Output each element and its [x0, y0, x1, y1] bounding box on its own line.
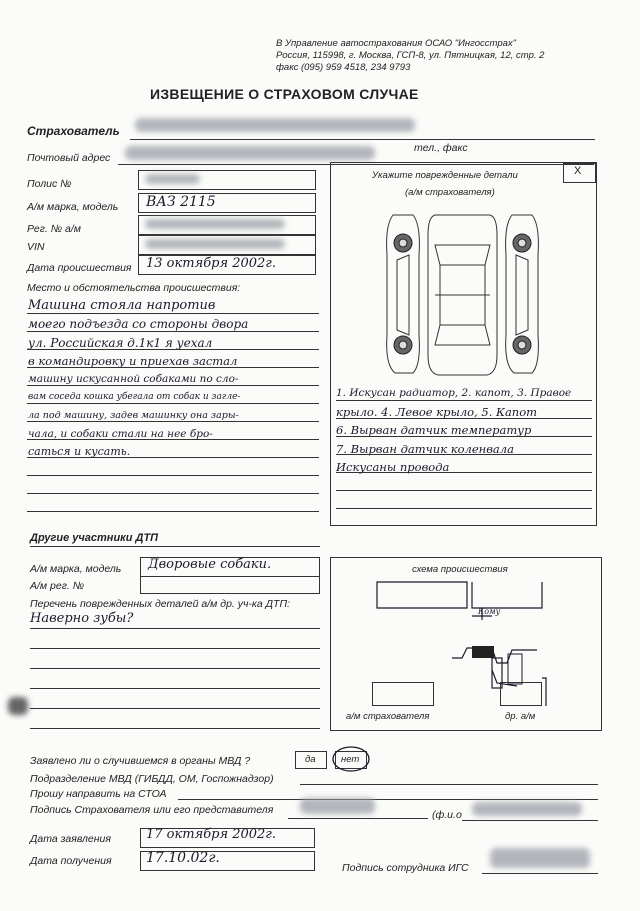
other-car-brand-value: Дворовые собаки. — [148, 557, 272, 572]
circumstances-line: саться и кусать. — [28, 445, 131, 459]
scheme-car-box — [372, 682, 434, 706]
addressee-line-2: Россия, 115998, г. Москва, ГСП-8, ул. Пятницкая, 12, стр. 2 — [276, 50, 545, 61]
redacted-employee-signature — [490, 848, 590, 868]
policy-label: Полис № — [27, 178, 72, 190]
mvd-department-label: Подразделение МВД (ГИБДД, ОМ, Госпожнадзор) — [30, 773, 274, 785]
phone-fax-label: тел., факс — [414, 142, 468, 154]
scheme-title: схема происшествия — [412, 564, 508, 575]
receipt-date-value: 17.10.02г. — [146, 850, 220, 866]
other-parts-value: Наверно зубы? — [30, 611, 134, 626]
redacted-fio — [472, 802, 582, 816]
postal-address-label: Почтовый адрес — [27, 152, 111, 164]
car-brand-value: ВАЗ 2115 — [146, 194, 216, 210]
scheme-other-label: др. а/м — [505, 711, 536, 722]
damaged-parts-line: 7. Вырван датчик коленвала — [336, 441, 514, 456]
circumstances-line: в командировку и приехав застал — [28, 353, 238, 368]
other-reg-field — [140, 576, 320, 594]
application-date-value: 17 октября 2002г. — [146, 827, 276, 842]
damaged-parts-line: Искусаны провода — [336, 460, 450, 474]
redacted-signature — [300, 798, 375, 814]
other-parts-label: Перечень поврежденных деталей а/м др. уч-ка ДТП: — [30, 598, 290, 610]
scheme-hand-note: Кому — [478, 607, 501, 616]
redacted-vin — [145, 239, 285, 249]
circumstances-line: ла под машину, задев машинку она зары- — [28, 409, 239, 421]
redacted-insurer-name — [135, 118, 415, 132]
scheme-other-car-box — [500, 682, 542, 706]
other-participants-title: Другие участники ДТП — [30, 532, 159, 544]
receipt-date-label: Дата получения — [30, 855, 112, 867]
other-car-brand-label: А/м марка, модель — [30, 563, 122, 575]
insurer-employee-sign-label: Подпись сотрудника ИГС — [342, 862, 469, 874]
incident-date-value: 13 октября 2002г. — [146, 256, 276, 271]
mvd-question-label: Заявлено ли о случившемся в органы МВД ? — [30, 755, 251, 767]
circumstances-line: вам соседа кошка убегала от собак и загле- — [28, 392, 241, 403]
application-date-label: Дата заявления — [30, 833, 111, 845]
car-diagram — [375, 205, 550, 380]
circumstances-line: моего подъезда со стороны двора — [28, 317, 249, 332]
document-title: ИЗВЕЩЕНИЕ О СТРАХОВОМ СЛУЧАЕ — [150, 86, 419, 102]
car-brand-label: А/м марка, модель — [27, 201, 119, 213]
no-circle-mark — [330, 744, 372, 774]
damaged-parts-line: 1. Искусан радиатор, 2. капот, 3. Правое — [336, 387, 572, 399]
addressee-line-3: факс (095) 959 4518, 234 9793 — [276, 62, 411, 73]
scheme-car-label: а/м страхователя — [346, 711, 430, 722]
circumstances-label: Место и обстоятельства происшествия: — [27, 282, 241, 294]
circumstances-text — [28, 297, 318, 462]
redacted-address — [125, 146, 375, 160]
circumstances-line: ул. Российская д.1к1 я уехал — [28, 335, 213, 350]
insurer-label: Страхователь — [27, 124, 120, 138]
damaged-parts-subtitle: (а/м страхователя) — [405, 187, 495, 198]
damaged-parts-text — [336, 384, 598, 477]
x-mark: X — [574, 165, 582, 177]
reg-number-label: Рег. № а/м — [27, 223, 81, 235]
no-option: нет — [341, 754, 360, 765]
sto-request-label: Прошу направить на СТОА — [30, 788, 167, 800]
punch-mark — [8, 697, 28, 715]
redacted-reg — [145, 219, 285, 229]
damaged-parts-title: Укажите поврежденные детали — [372, 170, 518, 181]
vin-label: VIN — [27, 241, 45, 253]
damaged-parts-line: 6. Вырван датчик температур — [336, 423, 532, 437]
circumstances-line: чала, и собаки стали на нее бро- — [28, 428, 213, 441]
yes-option: да — [305, 754, 316, 765]
signature-label: Подпись Страхователя или его представителя — [30, 804, 274, 816]
other-reg-label: А/м рег. № — [30, 580, 85, 592]
addressee-line-1: В Управление автострахования ОСАО "Ингосстрах" — [276, 38, 517, 49]
incident-date-label: Дата происшествия — [27, 262, 132, 274]
circumstances-line: машину искусанной собаками по сло- — [28, 373, 239, 386]
damaged-parts-line: крыло. 4. Левое крыло, 5. Капот — [336, 404, 538, 419]
fio-label: (ф.и.о — [432, 809, 462, 821]
redacted-policy — [145, 174, 200, 184]
circumstances-line: Машина стояла напротив — [28, 298, 216, 313]
